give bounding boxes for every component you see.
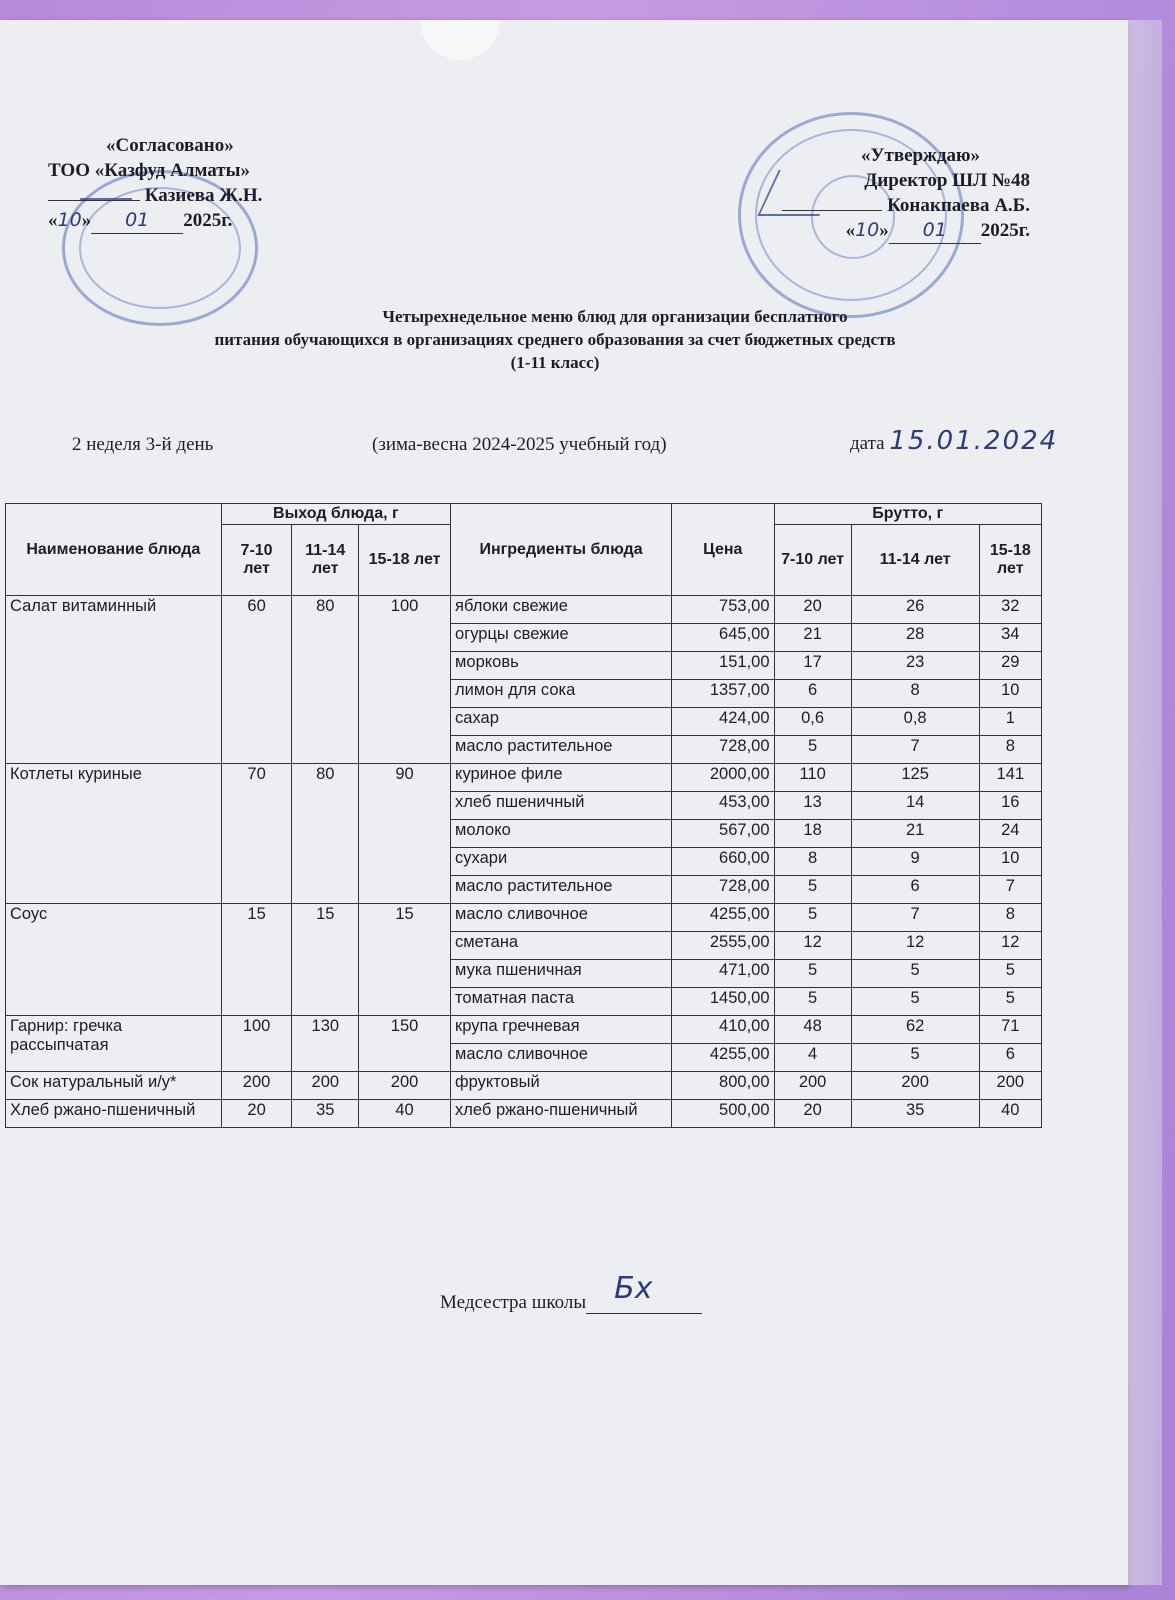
gross-age1: 8 <box>774 848 851 876</box>
dish-yield-age1: 60 <box>221 596 292 764</box>
approval-right-month: 01 <box>922 219 947 241</box>
table-row <box>6 596 1042 624</box>
table-row <box>6 1016 1042 1044</box>
ingredient-name: сметана <box>451 932 672 960</box>
nurse-label: Медсестра школы <box>440 1292 587 1313</box>
dish-yield-age1: 100 <box>221 1016 292 1072</box>
dish-name: Сок натуральный и/у* <box>6 1072 222 1100</box>
dish-yield-age2: 15 <box>292 904 359 1016</box>
gross-age1: 48 <box>774 1016 851 1044</box>
ingredient-price: 500,00 <box>671 1100 774 1128</box>
gross-age3: 40 <box>979 1100 1041 1128</box>
header-price: Цена <box>671 504 774 596</box>
dish-yield-age3: 150 <box>359 1016 451 1072</box>
header-gross: Брутто, г <box>774 504 1041 525</box>
ingredient-name: масло растительное <box>451 876 672 904</box>
gross-age1: 12 <box>774 932 851 960</box>
gross-age3: 10 <box>979 848 1041 876</box>
ingredient-price: 4255,00 <box>671 904 774 932</box>
gross-age1: 200 <box>774 1072 851 1100</box>
ingredient-price: 151,00 <box>671 652 774 680</box>
approval-left-signer: Казиева Ж.Н. <box>144 185 263 206</box>
header-gross-age1: 7-10 лет <box>774 525 851 596</box>
approval-right-year: 2025г. <box>980 220 1030 241</box>
ingredient-name: хлеб пшеничный <box>451 792 672 820</box>
approval-right-date: «10» 01 2025г. <box>700 218 1030 244</box>
gross-age3: 71 <box>979 1016 1041 1044</box>
dish-yield-age1: 200 <box>221 1072 292 1100</box>
date-label: дата <box>850 433 885 454</box>
menu-table-body <box>6 596 1042 1128</box>
dish-yield-age3: 100 <box>359 596 451 764</box>
dish-yield-age3: 200 <box>359 1072 451 1100</box>
gross-age3: 5 <box>979 960 1041 988</box>
ingredient-name: мука пшеничная <box>451 960 672 988</box>
gross-age1: 20 <box>774 1100 851 1128</box>
document-title <box>60 305 1050 374</box>
date-row <box>850 426 1058 456</box>
approval-left-org: ТОО «Казфуд Алматы» <box>48 160 250 181</box>
dish-yield-age1: 20 <box>221 1100 292 1128</box>
gross-age1: 18 <box>774 820 851 848</box>
ingredient-price: 753,00 <box>671 596 774 624</box>
gross-age3: 5 <box>979 988 1041 1016</box>
page-edge <box>1128 20 1162 1585</box>
gross-age1: 5 <box>774 876 851 904</box>
table-row <box>6 764 1042 792</box>
nurse-signature-row <box>440 1271 702 1314</box>
gross-age3: 24 <box>979 820 1041 848</box>
gross-age1: 5 <box>774 736 851 764</box>
gross-age1: 5 <box>774 988 851 1016</box>
header-gross-age2: 11-14 лет <box>851 525 979 596</box>
dish-name: Хлеб ржано-пшеничный <box>6 1100 222 1128</box>
gross-age3: 12 <box>979 932 1041 960</box>
dish-yield-age2: 35 <box>292 1100 359 1128</box>
approval-right-title: «Утверждаю» <box>861 145 980 166</box>
ingredient-price: 1450,00 <box>671 988 774 1016</box>
signature-left <box>80 178 132 200</box>
gross-age2: 7 <box>851 736 979 764</box>
ingredient-name: крупа гречневая <box>451 1016 672 1044</box>
gross-age2: 0,8 <box>851 708 979 736</box>
ingredient-name: хлеб ржано-пшеничный <box>451 1100 672 1128</box>
gross-age1: 20 <box>774 596 851 624</box>
dish-name: Соус <box>6 904 222 1016</box>
header-gross-age3: 15-18 лет <box>979 525 1041 596</box>
ingredient-price: 2000,00 <box>671 764 774 792</box>
dish-name: Гарнир: гречка рассыпчатая <box>6 1016 222 1072</box>
ingredient-name: фруктовый <box>451 1072 672 1100</box>
ingredient-price: 567,00 <box>671 820 774 848</box>
ingredient-price: 471,00 <box>671 960 774 988</box>
ingredient-name: масло растительное <box>451 736 672 764</box>
dish-yield-age3: 40 <box>359 1100 451 1128</box>
dish-yield-age3: 15 <box>359 904 451 1016</box>
ingredient-price: 728,00 <box>671 736 774 764</box>
gross-age3: 34 <box>979 624 1041 652</box>
gross-age2: 5 <box>851 988 979 1016</box>
gross-age3: 10 <box>979 680 1041 708</box>
ingredient-name: сухари <box>451 848 672 876</box>
ingredient-name: сахар <box>451 708 672 736</box>
ingredient-name: масло сливочное <box>451 904 672 932</box>
dish-yield-age2: 80 <box>292 596 359 764</box>
gross-age2: 200 <box>851 1072 979 1100</box>
gross-age1: 17 <box>774 652 851 680</box>
gross-age1: 5 <box>774 904 851 932</box>
gross-age2: 8 <box>851 680 979 708</box>
ingredient-price: 2555,00 <box>671 932 774 960</box>
dish-yield-age3: 90 <box>359 764 451 904</box>
ingredient-name: лимон для сока <box>451 680 672 708</box>
approval-right <box>700 143 1030 244</box>
ingredient-name: огурцы свежие <box>451 624 672 652</box>
gross-age2: 35 <box>851 1100 979 1128</box>
ingredient-price: 4255,00 <box>671 1044 774 1072</box>
gross-age2: 28 <box>851 624 979 652</box>
gross-age2: 23 <box>851 652 979 680</box>
header-yield-age2: 11-14 лет <box>292 525 359 596</box>
approval-left-title: «Согласовано» <box>106 135 234 156</box>
approval-right-signer-row <box>700 193 1030 218</box>
approval-right-day: 10 <box>855 219 880 241</box>
table-row <box>6 904 1042 932</box>
ingredient-name: куриное филе <box>451 764 672 792</box>
week-day: 2 неделя 3-й день <box>72 434 214 455</box>
gross-age2: 5 <box>851 1044 979 1072</box>
header-ingredients: Ингредиенты блюда <box>451 504 672 596</box>
title-line-3: (1-11 класс) <box>510 353 600 372</box>
header-yield-age3: 15-18 лет <box>359 525 451 596</box>
header-yield: Выход блюда, г <box>221 504 450 525</box>
gross-age3: 32 <box>979 596 1041 624</box>
gross-age2: 14 <box>851 792 979 820</box>
gross-age3: 8 <box>979 736 1041 764</box>
gross-age1: 13 <box>774 792 851 820</box>
gross-age1: 5 <box>774 960 851 988</box>
gross-age2: 6 <box>851 876 979 904</box>
gross-age1: 6 <box>774 680 851 708</box>
ingredient-price: 800,00 <box>671 1072 774 1100</box>
gross-age2: 5 <box>851 960 979 988</box>
approval-right-signer: Конакпаева А.Б. <box>887 195 1030 216</box>
gross-age2: 125 <box>851 764 979 792</box>
nurse-signature: Бх <box>614 1271 653 1306</box>
date-value: 15.01.2024 <box>889 426 1059 456</box>
ingredient-name: молоко <box>451 820 672 848</box>
table-row <box>6 1100 1042 1128</box>
ingredient-price: 410,00 <box>671 1016 774 1044</box>
ingredient-price: 424,00 <box>671 708 774 736</box>
ingredient-price: 1357,00 <box>671 680 774 708</box>
ingredient-price: 453,00 <box>671 792 774 820</box>
dish-yield-age2: 80 <box>292 764 359 904</box>
ingredient-name: томатная паста <box>451 988 672 1016</box>
gross-age1: 110 <box>774 764 851 792</box>
ingredient-name: масло сливочное <box>451 1044 672 1072</box>
menu-table <box>5 503 1042 1128</box>
gross-age3: 200 <box>979 1072 1041 1100</box>
ingredient-price: 728,00 <box>671 876 774 904</box>
gross-age1: 4 <box>774 1044 851 1072</box>
header-yield-age1: 7-10 лет <box>221 525 292 596</box>
gross-age3: 141 <box>979 764 1041 792</box>
header-dish: Наименование блюда <box>6 504 222 596</box>
approval-left-date: «10» 01 2025г. <box>48 208 348 234</box>
gross-age2: 62 <box>851 1016 979 1044</box>
approval-left-day: 10 <box>57 209 82 231</box>
ingredient-name: яблоки свежие <box>451 596 672 624</box>
gross-age3: 16 <box>979 792 1041 820</box>
approval-left-year: 2025г. <box>183 210 233 231</box>
gross-age3: 1 <box>979 708 1041 736</box>
dish-name: Котлеты куриные <box>6 764 222 904</box>
table-row <box>6 1072 1042 1100</box>
season: (зима-весна 2024-2025 учебный год) <box>372 434 667 455</box>
gross-age2: 26 <box>851 596 979 624</box>
gross-age2: 12 <box>851 932 979 960</box>
gross-age2: 21 <box>851 820 979 848</box>
title-line-1: Четырехнедельное меню блюд для организации бесплатного <box>382 307 848 326</box>
ingredient-price: 660,00 <box>671 848 774 876</box>
gross-age2: 7 <box>851 904 979 932</box>
gross-age3: 7 <box>979 876 1041 904</box>
dish-yield-age1: 70 <box>221 764 292 904</box>
approval-left-month: 01 <box>125 209 150 231</box>
gross-age1: 21 <box>774 624 851 652</box>
title-line-2: питания обучающихся в организациях среднего образования за счет бюджетных средств <box>214 330 896 349</box>
gross-age3: 29 <box>979 652 1041 680</box>
dish-yield-age2: 200 <box>292 1072 359 1100</box>
dish-yield-age2: 130 <box>292 1016 359 1072</box>
gross-age1: 0,6 <box>774 708 851 736</box>
dish-yield-age1: 15 <box>221 904 292 1016</box>
dish-name: Салат витаминный <box>6 596 222 764</box>
ingredient-price: 645,00 <box>671 624 774 652</box>
gross-age2: 9 <box>851 848 979 876</box>
approval-right-position: Директор ШЛ №48 <box>864 170 1030 191</box>
gross-age3: 8 <box>979 904 1041 932</box>
nurse-signature-line <box>586 1271 702 1314</box>
ingredient-name: морковь <box>451 652 672 680</box>
gross-age3: 6 <box>979 1044 1041 1072</box>
